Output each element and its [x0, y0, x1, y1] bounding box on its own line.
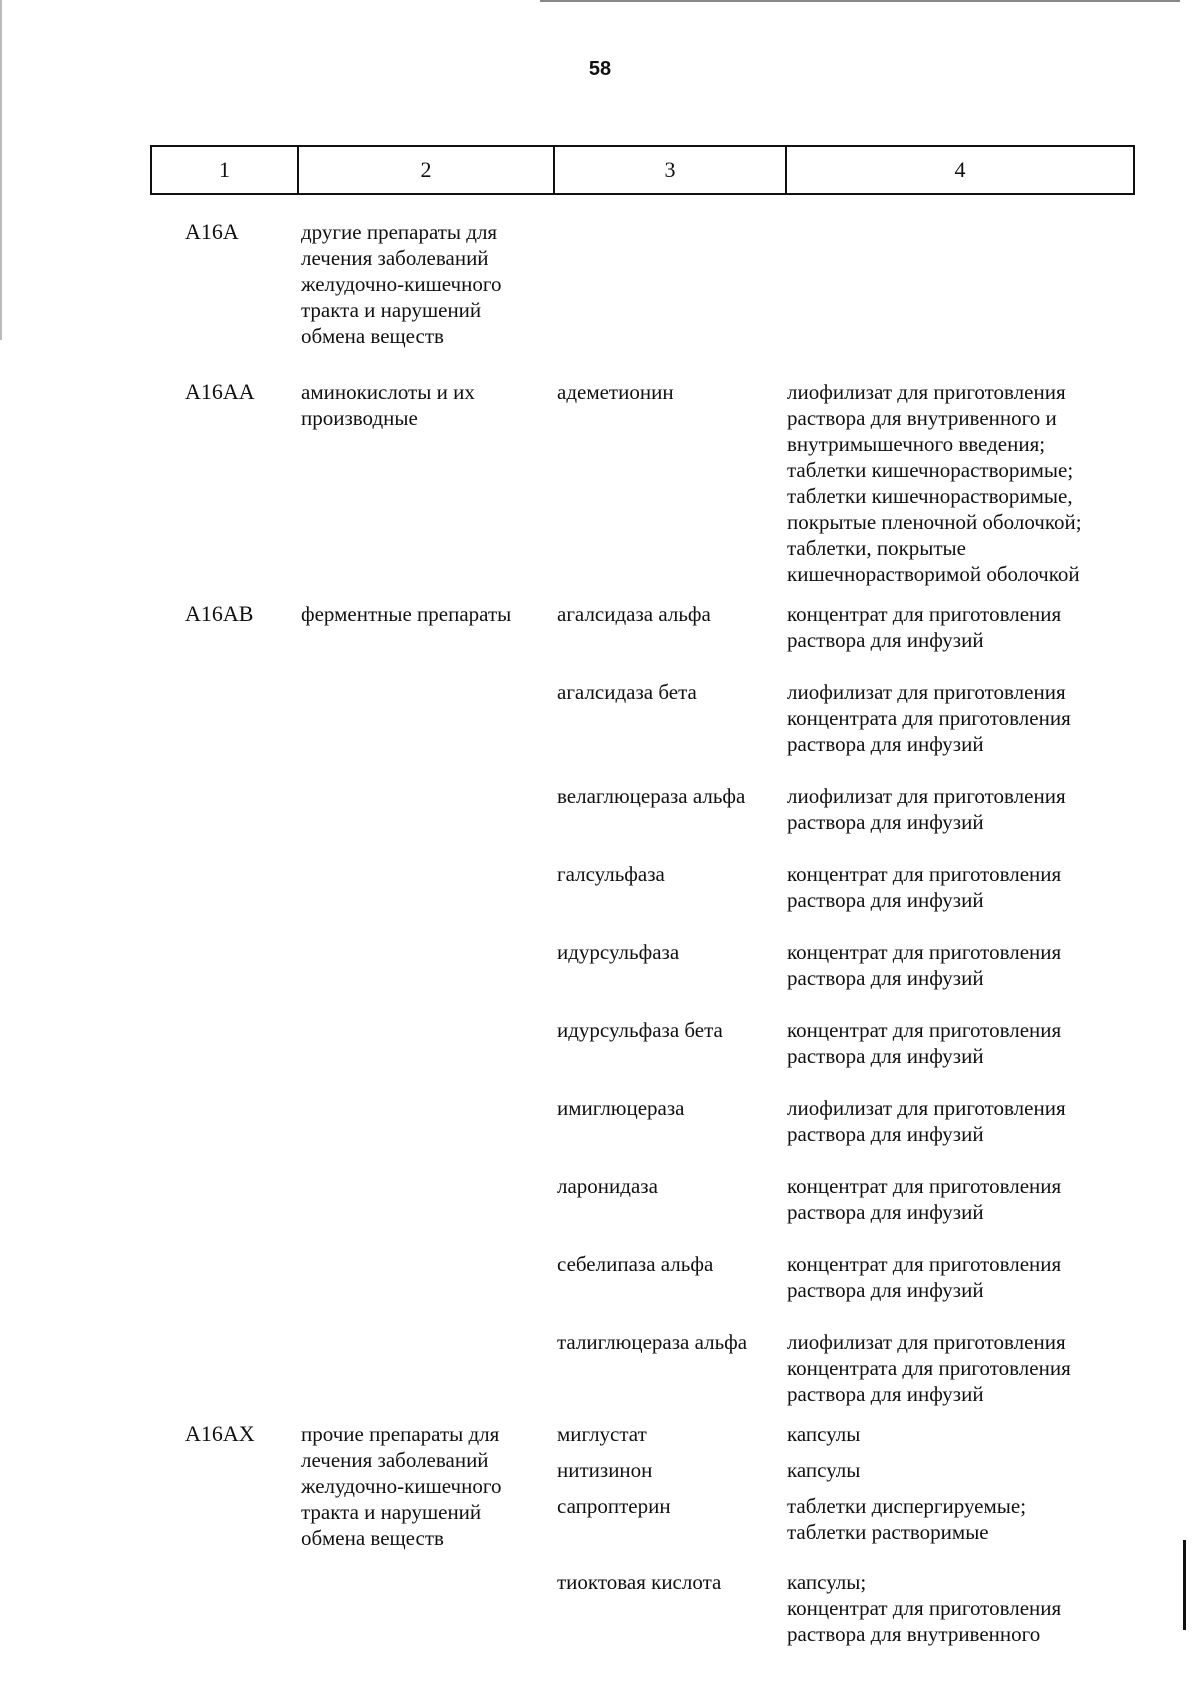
dosage-form: лиофилизат для приготовления концентрата для приготовления раствора для инфузий: [787, 680, 1071, 756]
atc-code: A16AA: [185, 379, 255, 404]
drug-item: [553, 1493, 1135, 1545]
drug-list: [553, 219, 1135, 349]
drug-name: агалсидаза бета: [557, 680, 697, 704]
drug-name: велаглюцераза альфа: [557, 784, 746, 808]
drug-name: агалсидаза альфа: [557, 602, 711, 626]
page-number: 58: [588, 58, 612, 80]
drug-item: [553, 1017, 1135, 1069]
drug-list: [553, 379, 1135, 587]
dosage-form: концентрат для приготовления раствора для инфузий: [787, 862, 1062, 912]
drug-item: [553, 1251, 1135, 1303]
dosage-form: лиофилизат для приготовления концентрата для приготовления раствора для инфузий: [787, 1330, 1071, 1406]
table-header: [150, 145, 1135, 195]
drug-item: [553, 861, 1135, 913]
drug-item: [553, 1173, 1135, 1225]
header-col-4: 4: [954, 157, 966, 182]
drug-name: адеметионин: [557, 380, 674, 404]
dosage-form: концентрат для приготовления раствора для инфузий: [787, 1174, 1062, 1224]
dosage-form: концентрат для приготовления раствора для инфузий: [787, 1018, 1062, 1068]
dosage-form: капсулы: [787, 1458, 861, 1482]
header-col-1: 1: [152, 147, 299, 193]
scan-edge-top: [540, 0, 1180, 2]
drug-item: [553, 679, 1135, 757]
dosage-form: концентрат для приготовления раствора для инфузий: [787, 602, 1062, 652]
drug-item: [553, 1329, 1135, 1407]
dosage-form: лиофилизат для приготовления раствора для инфузий: [787, 784, 1066, 834]
header-col-2: 2: [299, 147, 555, 193]
table-row: [150, 1421, 1135, 1647]
drug-name: сапроптерин: [557, 1494, 671, 1518]
drug-list: [553, 1421, 1135, 1647]
table-row: [150, 219, 1135, 349]
drug-item: [553, 1457, 1135, 1483]
atc-group-name: другие препараты для лечения заболеваний желудочно-кишечного тракта и нарушений обмена веществ: [301, 220, 502, 348]
drug-name: талиглюцераза альфа: [557, 1330, 748, 1354]
table-row: [150, 601, 1135, 1407]
atc-code: A16A: [185, 219, 239, 244]
table-row: [150, 379, 1135, 587]
dosage-form: капсулы: [787, 1422, 861, 1446]
header-col-3: 3: [555, 147, 787, 193]
dosage-form: концентрат для приготовления раствора для инфузий: [787, 940, 1062, 990]
drug-item: [553, 1095, 1135, 1147]
atc-group-name: ферментные препараты: [301, 602, 512, 626]
drug-name: идурсульфаза бета: [557, 1018, 723, 1042]
drug-name: нитизинон: [557, 1458, 653, 1482]
scan-edge-mark: [1183, 1540, 1186, 1630]
drug-item: [553, 379, 1135, 587]
drug-list: [553, 601, 1135, 1407]
atc-group-name: прочие препараты для лечения заболеваний желудочно-кишечного тракта и нарушений обмена веществ: [301, 1422, 502, 1550]
atc-code: A16AB: [185, 601, 254, 626]
dosage-form: капсулы; концентрат для приготовления раствора для внутривенного: [787, 1570, 1062, 1646]
drug-item: [553, 601, 1135, 653]
drug-item: [553, 783, 1135, 835]
drug-name: миглустат: [557, 1422, 647, 1446]
dosage-form: концентрат для приготовления раствора для инфузий: [787, 1252, 1062, 1302]
drug-name: имиглюцераза: [557, 1096, 685, 1120]
scan-edge-left: [0, 0, 2, 340]
atc-group-name: аминокислоты и их производные: [301, 380, 475, 430]
table-body: [150, 205, 1135, 1647]
atc-code: A16AX: [185, 1421, 255, 1446]
drug-name: идурсульфаза: [557, 940, 680, 964]
drug-name: тиоктовая кислота: [557, 1570, 722, 1594]
dosage-form: лиофилизат для приготовления раствора для инфузий: [787, 1096, 1066, 1146]
drug-item: [553, 939, 1135, 991]
dosage-form: таблетки диспергируемые; таблетки растворимые: [787, 1494, 1027, 1544]
drug-item: [553, 1569, 1135, 1647]
dosage-form: лиофилизат для приготовления раствора для внутривенного и внутримышечного введения; таблетки кишечнорастворимые; таблетки кишечнорастворимые, покрытые пленочной оболочкой; таблетки, покрытые кишечнорастворимой оболочкой: [787, 380, 1082, 586]
drug-name: ларонидаза: [557, 1174, 658, 1198]
drug-name: галсульфаза: [557, 862, 665, 886]
drug-name: себелипаза альфа: [557, 1252, 714, 1276]
drug-item: [553, 1421, 1135, 1447]
